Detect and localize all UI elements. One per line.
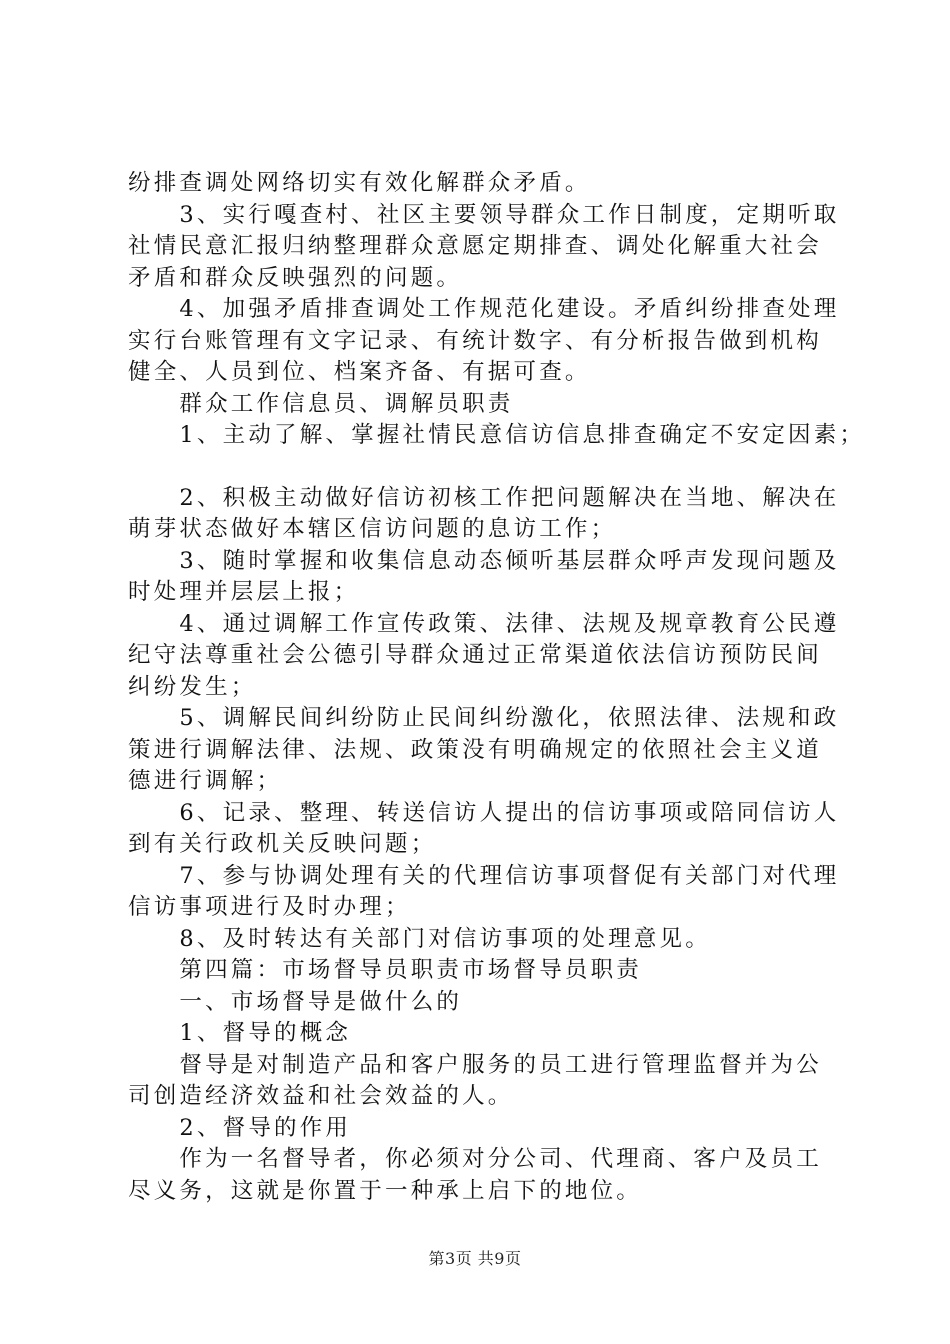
- text-line: 德进行调解；: [128, 768, 283, 794]
- text-line: 2、积极主动做好信访初核工作把问题解决在当地、解决在: [128, 484, 840, 511]
- text-line: 健全、人员到位、档案齐备、有据可查。: [128, 359, 591, 385]
- text-line: 7、参与协调处理有关的代理信访事项督促有关部门对代理: [128, 862, 840, 889]
- text-line: 纠纷发生；: [128, 673, 257, 700]
- text-line: 3、随时掌握和收集信息动态倾听基层群众呼声发现问题及: [128, 547, 840, 574]
- subsection-heading: 1、督导的概念: [128, 1020, 352, 1046]
- text-line: 实行台账管理有文字记录、有统计数字、有分析报告做到机构: [128, 327, 822, 354]
- text-line: 萌芽状态做好本辖区信访问题的息访工作；: [128, 516, 617, 542]
- text-line: 到有关行政机关反映问题；: [128, 831, 437, 857]
- text-line: 4、加强矛盾排查调处工作规范化建设。矛盾纠纷排查处理: [128, 296, 840, 322]
- page-number-label: 第3页 共9页: [428, 1249, 522, 1268]
- blank-line: [128, 452, 838, 483]
- text-line: 督导是对制造产品和客户服务的员工进行管理监督并为公: [128, 1051, 822, 1078]
- text-line: 5、调解民间纠纷防止民间纠纷激化，依照法律、法规和政: [128, 705, 840, 731]
- section-heading: 第四篇：市场督导员职责市场督导员职责: [128, 957, 643, 983]
- text-line: 时处理并层层上报；: [128, 579, 360, 605]
- text-line: 策进行调解法律、法规、政策没有明确规定的依照社会主义道: [128, 736, 822, 763]
- text-line: 社情民意汇报归纳整理群众意愿定期排查、调处化解重大社会: [128, 233, 822, 259]
- text-line: 信访事项进行及时办理；: [128, 894, 411, 920]
- text-line: 1、主动了解、掌握社情民意信访信息排查确定不安定因素；: [128, 422, 866, 448]
- text-line: 3、实行嘎查村、社区主要领导群众工作日制度，定期听取: [128, 201, 840, 228]
- page-footer: [0, 1246, 950, 1269]
- subsection-heading: 一、市场督导是做什么的: [128, 988, 463, 1015]
- text-line: 作为一名督导者，你必须对分公司、代理商、客户及员工: [128, 1146, 822, 1172]
- text-line: 尽义务，这就是你置于一种承上启下的地位。: [128, 1177, 643, 1204]
- section-heading: 群众工作信息员、调解员职责: [128, 390, 514, 417]
- text-line: 8、及时转达有关部门对信访事项的处理意见。: [128, 925, 711, 952]
- text-line: 纪守法尊重社会公德引导群众通过正常渠道依法信访预防民间: [128, 642, 822, 668]
- text-line: 4、通过调解工作宣传政策、法律、法规及规章教育公民遵: [128, 610, 840, 637]
- text-line: 司创造经济效益和社会效益的人。: [128, 1083, 514, 1109]
- text-line: 纷排查调处网络切实有效化解群众矛盾。: [128, 170, 591, 196]
- text-line: 矛盾和群众反映强烈的问题。: [128, 264, 463, 291]
- document-body: [128, 168, 866, 1207]
- subsection-heading: 2、督导的作用: [128, 1114, 352, 1141]
- text-line: 6、记录、整理、转送信访人提出的信访事项或陪同信访人: [128, 799, 840, 826]
